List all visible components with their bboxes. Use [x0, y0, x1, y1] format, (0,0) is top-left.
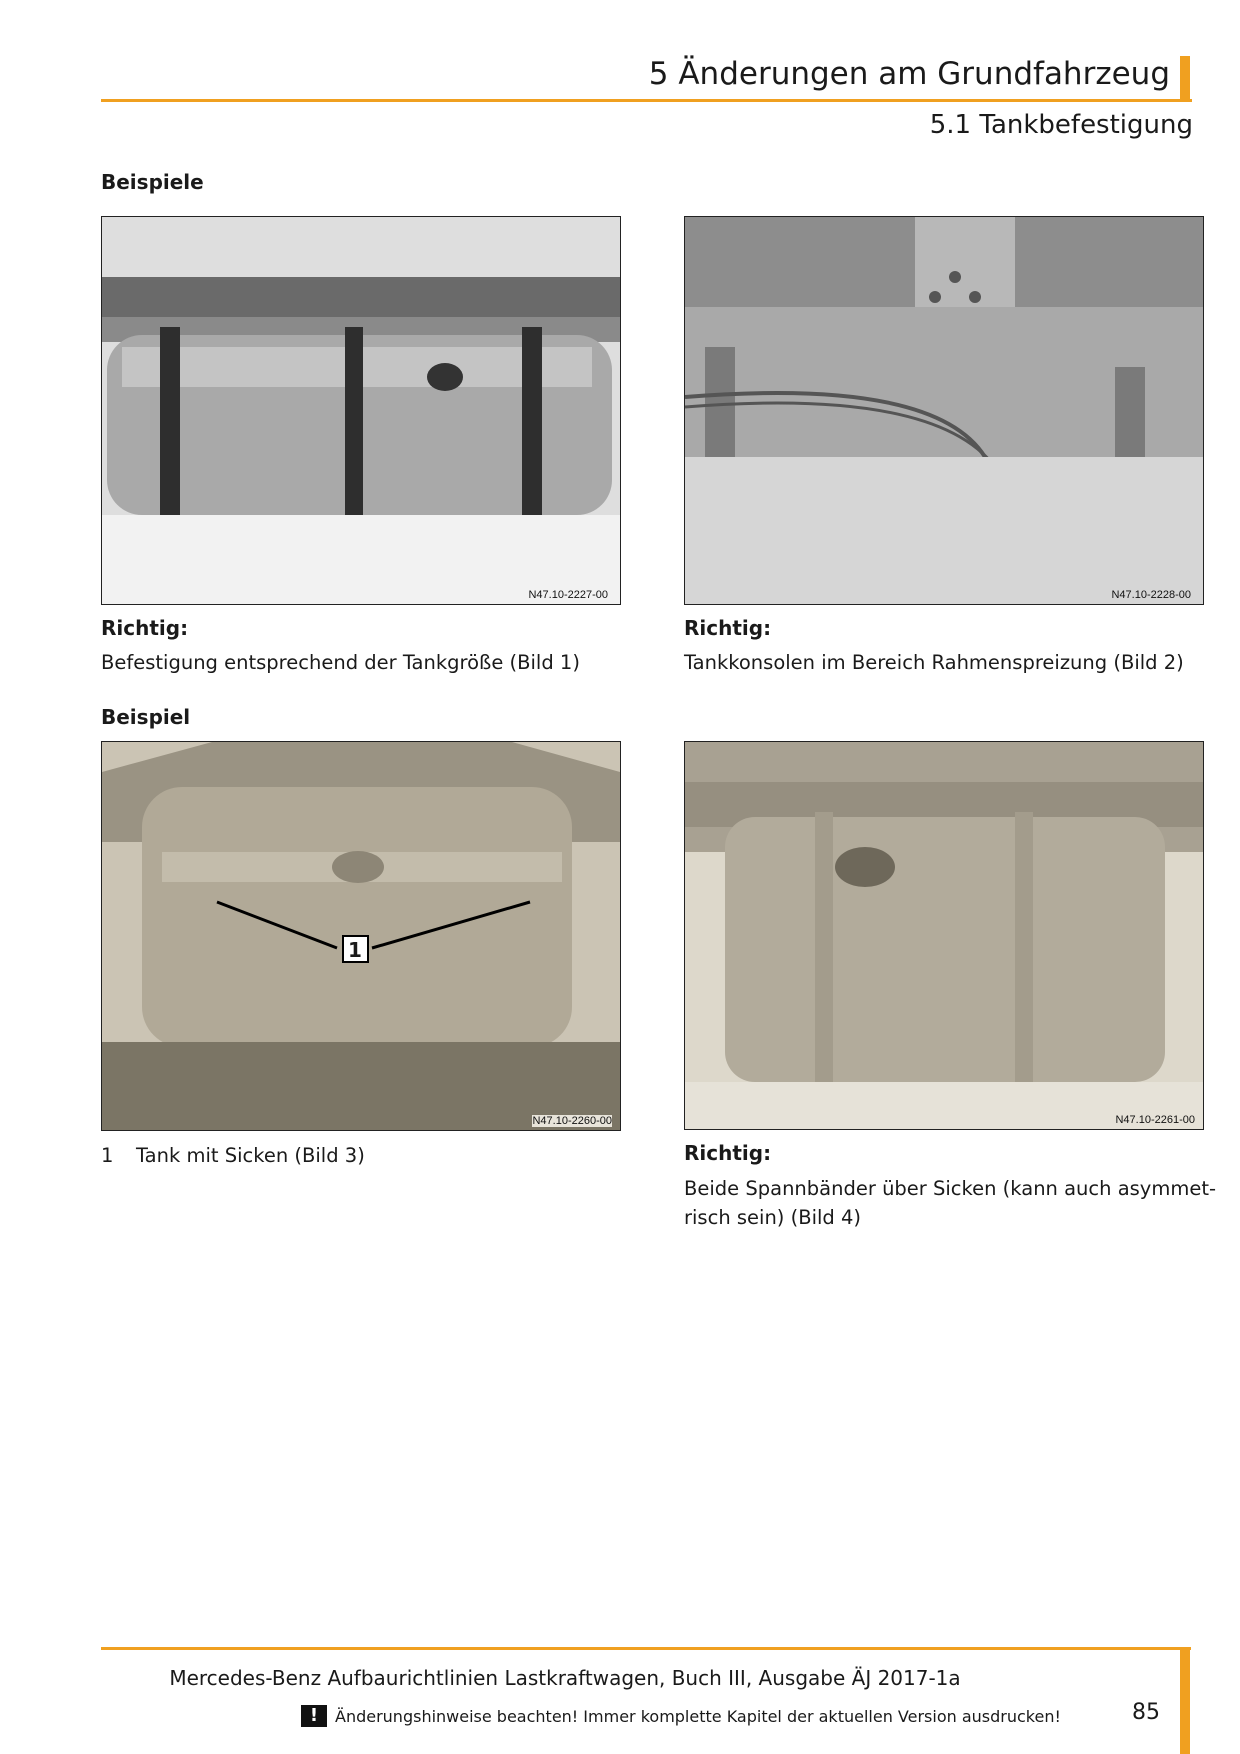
chapter-title: 5 Änderungen am Grundfahrzeug — [648, 56, 1170, 92]
photo-tank-spanning-bands — [684, 741, 1204, 1130]
caption-text-line2: risch sein) (Bild 4) — [684, 1206, 862, 1229]
caption-text: Tankkonsolen im Bereich Rahmenspreizung (Bild 2) — [684, 651, 1184, 674]
caption-label: Richtig: — [684, 1141, 772, 1165]
footer-title: Mercedes-Benz Aufbaurichtlinien Lastkraftwagen, Buch III, Ausgabe ÄJ 2017-1a — [169, 1666, 961, 1690]
warning-text: Änderungshinweise beachten! Immer komplette Kapitel der aktuellen Version ausdrucken! — [335, 1706, 1061, 1726]
caption-text: Befestigung entsprechend der Tankgröße (Bild 1) — [101, 651, 580, 674]
warning-icon: ! — [301, 1705, 327, 1727]
caption-label: Richtig: — [684, 616, 772, 640]
legend-text: Tank mit Sicken (Bild 3) — [136, 1144, 365, 1167]
photo-tank-straps — [101, 216, 621, 605]
caption-label: Richtig: — [101, 616, 189, 640]
image-code: N47.10-2260-00 — [532, 1115, 612, 1127]
legend-number: 1 — [101, 1144, 114, 1167]
footer-warning — [301, 1705, 1061, 1727]
image-code: N47.10-2261-00 — [1115, 1114, 1195, 1126]
block1-heading: Beispiele — [101, 170, 204, 194]
page-number: 85 — [1132, 1700, 1160, 1725]
photo-tank-brackets — [684, 216, 1204, 605]
section-title: 5.1 Tankbefestigung — [929, 110, 1193, 140]
footer-rule — [101, 1647, 1191, 1650]
callout-number: 1 — [348, 938, 362, 962]
block2-heading: Beispiel — [101, 705, 191, 729]
header-accent-bar — [1180, 56, 1190, 102]
image-code: N47.10-2228-00 — [1111, 589, 1191, 601]
footer-accent-bar — [1180, 1647, 1190, 1754]
header-rule — [101, 99, 1192, 102]
photo-tank-beads — [101, 741, 621, 1131]
image-code: N47.10-2227-00 — [528, 589, 608, 601]
caption-text-line1: Beide Spannbänder über Sicken (kann auch asymmet- — [684, 1177, 1217, 1200]
